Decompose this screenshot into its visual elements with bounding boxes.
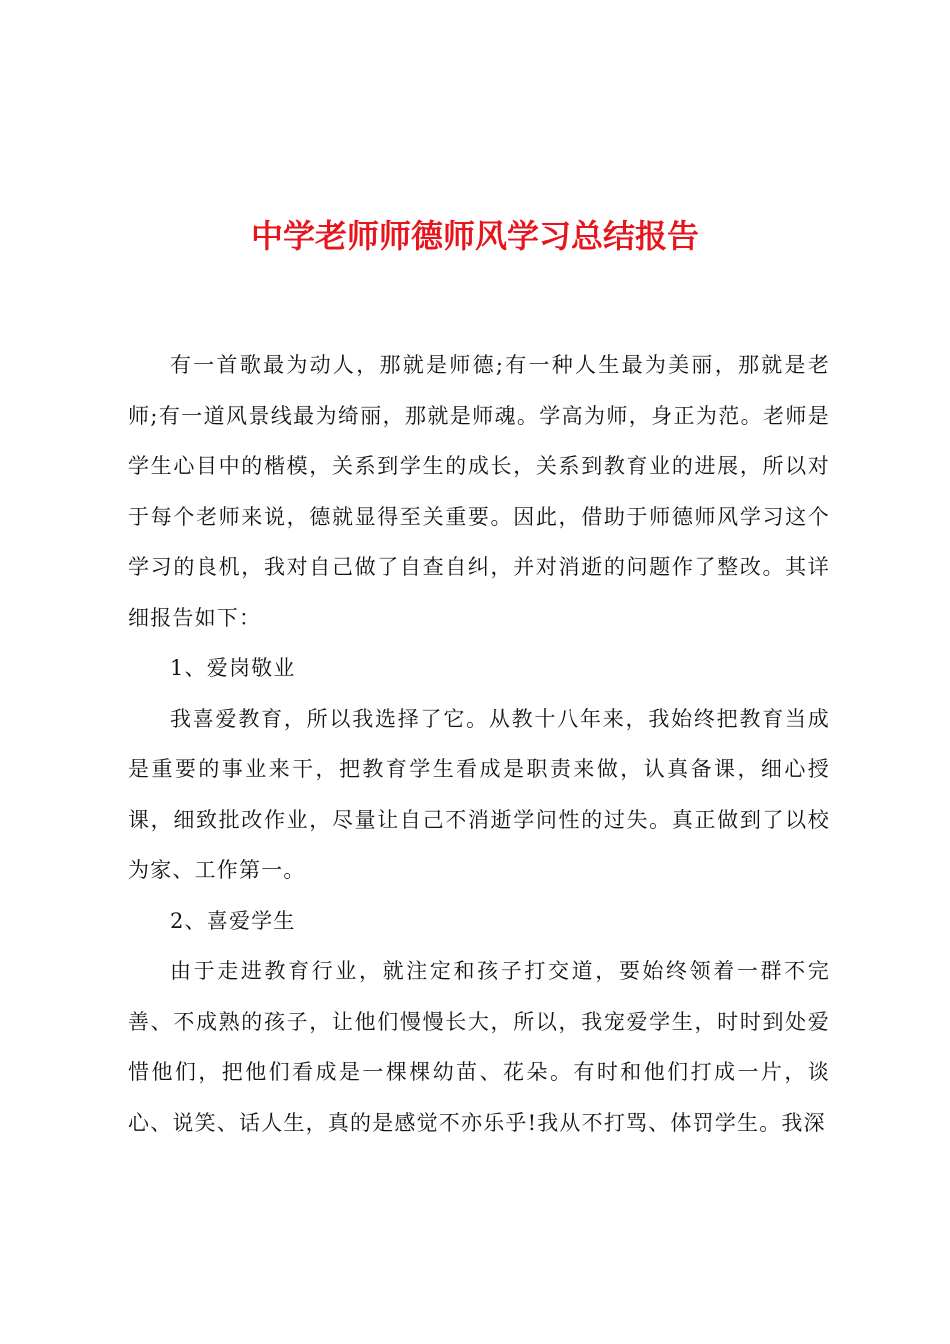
paragraph-intro: 有一首歌最为动人，那就是师德;有一种人生最为美丽，那就是老师;有一道风景线最为绮丽，那就是师魂。学高为师，身正为范。老师是学生心目中的楷模，关系到学生的成长，关系到教育业的进展，所以对于每个老师来说，德就显得至关重要。因此，借助于师德师风学习这个学习的良机，我对自己做了自查自纠，并对消逝的问题作了整改。其详细报告如下： (128, 353, 830, 630)
paragraph-section-1: 我喜爱教育，所以我选择了它。从教十八年来，我始终把教育当成是重要的事业来干，把教育学生看成是职责来做，认真备课，细心授课，细致批改作业，尽量让自己不消逝学问性的过失。真正做到了以校为家、工作第一。 (128, 706, 830, 882)
document-body (128, 340, 830, 1148)
section-heading-2: 2、喜爱学生 (170, 908, 296, 933)
paragraph-section-2: 由于走进教育行业，就注定和孩子打交道，要始终领着一群不完善、不成熟的孩子，让他们慢慢长大，所以，我宠爱学生，时时到处爱惜他们，把他们看成是一棵棵幼苗、花朵。有时和他们打成一片，谈心、说笑、话人生，真的是感觉不亦乐乎!我从不打骂、体罚学生。我深 (128, 959, 830, 1135)
section-heading-1: 1、爱岗敬业 (170, 656, 296, 680)
document-title: 中学老师师德师风学习总结报告 (250, 217, 699, 255)
